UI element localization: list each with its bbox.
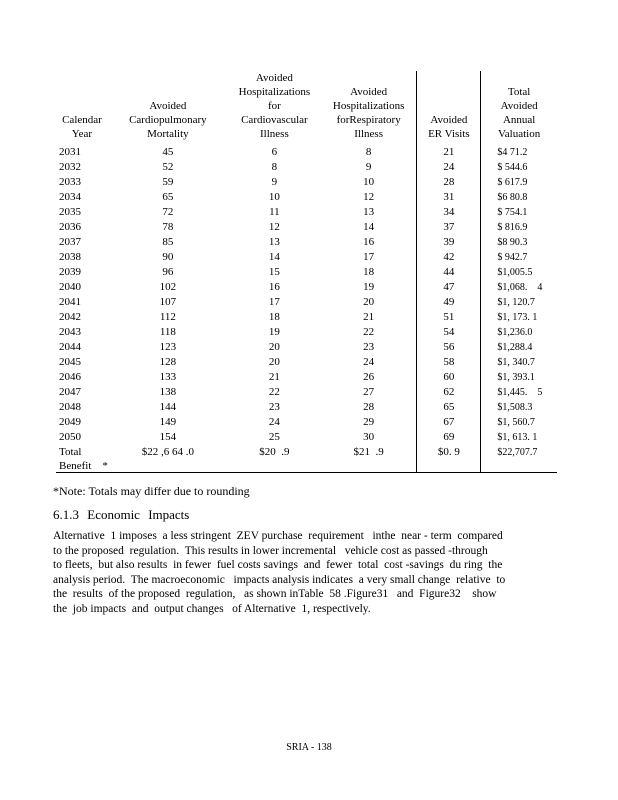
- valuation-cell: $1, 613. 1: [497, 432, 538, 443]
- table-row: [56, 160, 557, 175]
- year-cell: 2044: [59, 341, 81, 353]
- respiratory-cell: 23: [321, 340, 417, 355]
- respiratory-cell: 20: [321, 295, 417, 310]
- table-row: [56, 190, 557, 205]
- cardio-cell: 14: [268, 251, 280, 263]
- respiratory-cell: 28: [321, 400, 417, 415]
- valuation-cell: $1,508.3: [497, 402, 533, 413]
- cardio-cell: 9: [271, 176, 278, 188]
- empty-cell: [417, 460, 481, 473]
- year-cell: 2043: [59, 326, 81, 338]
- header-line: Annual: [502, 114, 536, 126]
- header-line: Avoided: [500, 100, 538, 112]
- respiratory-cell: 14: [321, 220, 417, 235]
- year-cell: 2036: [59, 221, 81, 233]
- header-line: Cardiopulmonary: [129, 114, 207, 126]
- header-line: Total: [507, 86, 531, 98]
- cardio-cell: $20 .9: [259, 446, 290, 458]
- paragraph-line: the job impacts and output changes of Alternative 1, respectively.: [53, 602, 371, 615]
- mortality-cell: $22 ,6 64 .0: [141, 446, 195, 458]
- respiratory-cell: 19: [321, 280, 417, 295]
- valuation-cell: $1, 340.7: [497, 357, 535, 368]
- valuation-cell: $4 71.2: [497, 147, 528, 158]
- respiratory-cell: 8: [321, 145, 417, 160]
- respiratory-cell: 24: [321, 355, 417, 370]
- header-respiratory-hospitalizations: [321, 71, 417, 145]
- cardio-cell: 11: [269, 206, 280, 218]
- year-cell: 2042: [59, 311, 81, 323]
- table-row: [56, 310, 557, 325]
- cardio-cell: 22: [268, 386, 280, 398]
- table-body: [56, 145, 557, 473]
- er-visits-cell: $0. 9: [417, 445, 481, 460]
- table-row: [56, 235, 557, 250]
- table-row: [56, 295, 557, 310]
- table-header-row: [56, 71, 557, 145]
- year-cell: 2039: [59, 266, 81, 278]
- valuation-cell: $6 80.8: [497, 192, 528, 203]
- year-cell: 2049: [59, 416, 81, 428]
- mortality-cell: 52: [162, 161, 174, 173]
- er-visits-cell: 65: [417, 400, 481, 415]
- respiratory-cell: 12: [321, 190, 417, 205]
- mortality-cell: 112: [159, 311, 176, 323]
- respiratory-cell: 29: [321, 415, 417, 430]
- year-cell: 2050: [59, 431, 81, 443]
- valuation-cell: $1,445. 5: [497, 387, 543, 398]
- respiratory-cell: 9: [321, 160, 417, 175]
- year-cell: 2038: [59, 251, 81, 263]
- valuation-cell: $1,236.0: [497, 327, 533, 338]
- header-line: Year: [71, 128, 93, 140]
- valuation-cell: $1,288.4: [497, 342, 533, 353]
- year-cell: 2031: [59, 146, 81, 158]
- mortality-cell: 154: [159, 431, 177, 443]
- cardio-cell: 23: [268, 401, 280, 413]
- mortality-cell: 138: [159, 386, 177, 398]
- cardio-cell: 21: [268, 371, 280, 383]
- valuation-cell: $8 90.3: [497, 237, 528, 248]
- year-cell: Total: [59, 446, 82, 458]
- respiratory-cell: 16: [321, 235, 417, 250]
- respiratory-cell: 22: [321, 325, 417, 340]
- mortality-cell: 85: [162, 236, 174, 248]
- empty-cell: [228, 460, 321, 473]
- year-cell: 2045: [59, 356, 81, 368]
- benefit-row: [56, 460, 557, 473]
- header-line: Cardiovascular: [241, 114, 308, 126]
- mortality-cell: 118: [159, 326, 176, 338]
- valuation-cell: $22,707.7: [497, 447, 538, 458]
- header-line: forRespiratory: [336, 114, 401, 126]
- cardio-cell: 6: [271, 146, 278, 158]
- mortality-cell: 107: [159, 296, 177, 308]
- er-visits-cell: 39: [417, 235, 481, 250]
- er-visits-cell: 60: [417, 370, 481, 385]
- paragraph-line: to fleets, but also results in fewer fuel costs savings and fewer total cost -savings du ring the: [53, 559, 503, 572]
- table-row: [56, 370, 557, 385]
- mortality-cell: 90: [162, 251, 174, 263]
- page-footer: SRIA - 138: [286, 742, 332, 753]
- table-row: [56, 355, 557, 370]
- cardio-cell: 20: [268, 341, 280, 353]
- table-row: [56, 145, 557, 160]
- mortality-cell: 128: [159, 356, 177, 368]
- table-row: [56, 205, 557, 220]
- rounding-note: *Note: Totals may differ due to rounding: [53, 484, 250, 498]
- cardio-cell: 8: [271, 161, 278, 173]
- mortality-cell: 45: [162, 146, 174, 158]
- cardio-cell: 24: [268, 416, 280, 428]
- table-row: [56, 250, 557, 265]
- respiratory-cell: $21 .9: [321, 445, 417, 460]
- valuation-cell: $ 754.1: [497, 207, 528, 218]
- respiratory-cell: 10: [321, 175, 417, 190]
- er-visits-cell: 51: [417, 310, 481, 325]
- er-visits-cell: 44: [417, 265, 481, 280]
- header-line: Hospitalizations: [238, 86, 311, 98]
- year-cell: 2047: [59, 386, 81, 398]
- year-cell: 2035: [59, 206, 81, 218]
- mortality-cell: 133: [159, 371, 177, 383]
- section-heading: 6.1.3 Economic Impacts: [53, 507, 190, 522]
- header-line: Hospitalizations: [332, 100, 405, 112]
- valuation-cell: $1, 393.1: [497, 372, 535, 383]
- paragraph-line: the results of the proposed regulation, as shown inTable 58 .Figure31 and Figure32 show: [53, 588, 497, 601]
- table-row: [56, 340, 557, 355]
- paragraph-line: to the proposed regulation. This results in lower incremental vehicle cost as passed -through: [53, 544, 488, 557]
- paragraph-line: Alternative 1 imposes a less stringent ZEV purchase requirement inthe near - term compared: [53, 530, 503, 542]
- year-cell: 2033: [59, 176, 81, 188]
- er-visits-cell: 24: [417, 160, 481, 175]
- er-visits-cell: 34: [417, 205, 481, 220]
- cardio-cell: 10: [268, 191, 280, 203]
- er-visits-cell: 49: [417, 295, 481, 310]
- cardio-cell: 12: [268, 221, 280, 233]
- header-line: Avoided: [255, 72, 293, 84]
- mortality-cell: 149: [159, 416, 177, 428]
- er-visits-cell: 69: [417, 430, 481, 445]
- cardio-cell: 13: [268, 236, 280, 248]
- er-visits-cell: 37: [417, 220, 481, 235]
- er-visits-cell: 21: [417, 145, 481, 160]
- valuation-cell: $ 544.6: [497, 162, 528, 173]
- table-row: [56, 430, 557, 445]
- mortality-cell: 65: [162, 191, 174, 203]
- header-line: Valuation: [498, 128, 541, 140]
- valuation-cell: $ 617.9: [497, 177, 528, 188]
- header-line: Avoided: [430, 114, 468, 126]
- header-total-valuation: [481, 71, 557, 145]
- er-visits-cell: 58: [417, 355, 481, 370]
- table-row: [56, 175, 557, 190]
- mortality-cell: 144: [159, 401, 177, 413]
- year-cell: 2034: [59, 191, 81, 203]
- table-row: [56, 265, 557, 280]
- body-paragraph: [53, 529, 563, 617]
- year-cell: 2046: [59, 371, 81, 383]
- respiratory-cell: 13: [321, 205, 417, 220]
- valuation-cell: $1, 120.7: [497, 297, 535, 308]
- valuation-cell: $ 816.9: [497, 222, 528, 233]
- empty-cell: [481, 460, 557, 473]
- avoided-health-outcomes-table: [56, 71, 557, 473]
- er-visits-cell: 54: [417, 325, 481, 340]
- header-line: Avoided: [149, 100, 187, 112]
- table-row: [56, 280, 557, 295]
- header-line: for: [267, 100, 281, 112]
- table-row: [56, 415, 557, 430]
- year-cell: 2037: [59, 236, 81, 248]
- er-visits-cell: 47: [417, 280, 481, 295]
- year-cell: 2048: [59, 401, 81, 413]
- year-cell: 2041: [59, 296, 81, 308]
- header-er-visits: [417, 71, 481, 145]
- respiratory-cell: 30: [321, 430, 417, 445]
- cardio-cell: 16: [268, 281, 280, 293]
- respiratory-cell: 18: [321, 265, 417, 280]
- er-visits-cell: 62: [417, 385, 481, 400]
- valuation-cell: $1,005.5: [497, 267, 533, 278]
- table-row: [56, 400, 557, 415]
- paragraph-line: analysis period. The macroeconomic impacts analysis indicates a very small change relative to: [53, 573, 506, 586]
- er-visits-cell: 67: [417, 415, 481, 430]
- er-visits-cell: 28: [417, 175, 481, 190]
- header-line: Illness: [260, 128, 289, 140]
- header-line: Calendar: [62, 114, 102, 126]
- empty-cell: [321, 460, 417, 473]
- respiratory-cell: 21: [321, 310, 417, 325]
- header-avoided-mortality: [108, 71, 228, 145]
- cardio-cell: 25: [268, 431, 280, 443]
- mortality-cell: 59: [162, 176, 174, 188]
- empty-cell: [108, 460, 228, 473]
- header-cardiovascular-hospitalizations: [228, 71, 321, 145]
- cardio-cell: 15: [268, 266, 280, 278]
- mortality-cell: 72: [162, 206, 174, 218]
- er-visits-cell: 42: [417, 250, 481, 265]
- respiratory-cell: 17: [321, 250, 417, 265]
- valuation-cell: $1,068. 4: [497, 282, 543, 293]
- header-line: ER Visits: [428, 128, 470, 140]
- cardio-cell: 18: [268, 311, 280, 323]
- cardio-cell: 19: [268, 326, 280, 338]
- table-row: [56, 220, 557, 235]
- cardio-cell: 20: [268, 356, 280, 368]
- valuation-cell: $1, 173. 1: [497, 312, 538, 323]
- er-visits-cell: 56: [417, 340, 481, 355]
- valuation-cell: $ 942.7: [497, 252, 528, 263]
- year-cell: 2040: [59, 281, 81, 293]
- table-row: [56, 385, 557, 400]
- respiratory-cell: 27: [321, 385, 417, 400]
- table-row: [56, 325, 557, 340]
- header-line: Mortality: [147, 128, 189, 140]
- mortality-cell: 78: [162, 221, 174, 233]
- mortality-cell: 96: [162, 266, 174, 278]
- valuation-cell: $1, 560.7: [497, 417, 535, 428]
- header-calendar-year: [56, 71, 108, 145]
- cardio-cell: 17: [268, 296, 280, 308]
- header-line: Avoided: [350, 86, 388, 98]
- mortality-cell: 102: [159, 281, 177, 293]
- total-row: [56, 445, 557, 460]
- header-line: Illness: [354, 128, 383, 140]
- er-visits-cell: 31: [417, 190, 481, 205]
- year-cell: 2032: [59, 161, 81, 173]
- benefit-label: Benefit *: [56, 460, 108, 473]
- respiratory-cell: 26: [321, 370, 417, 385]
- mortality-cell: 123: [159, 341, 177, 353]
